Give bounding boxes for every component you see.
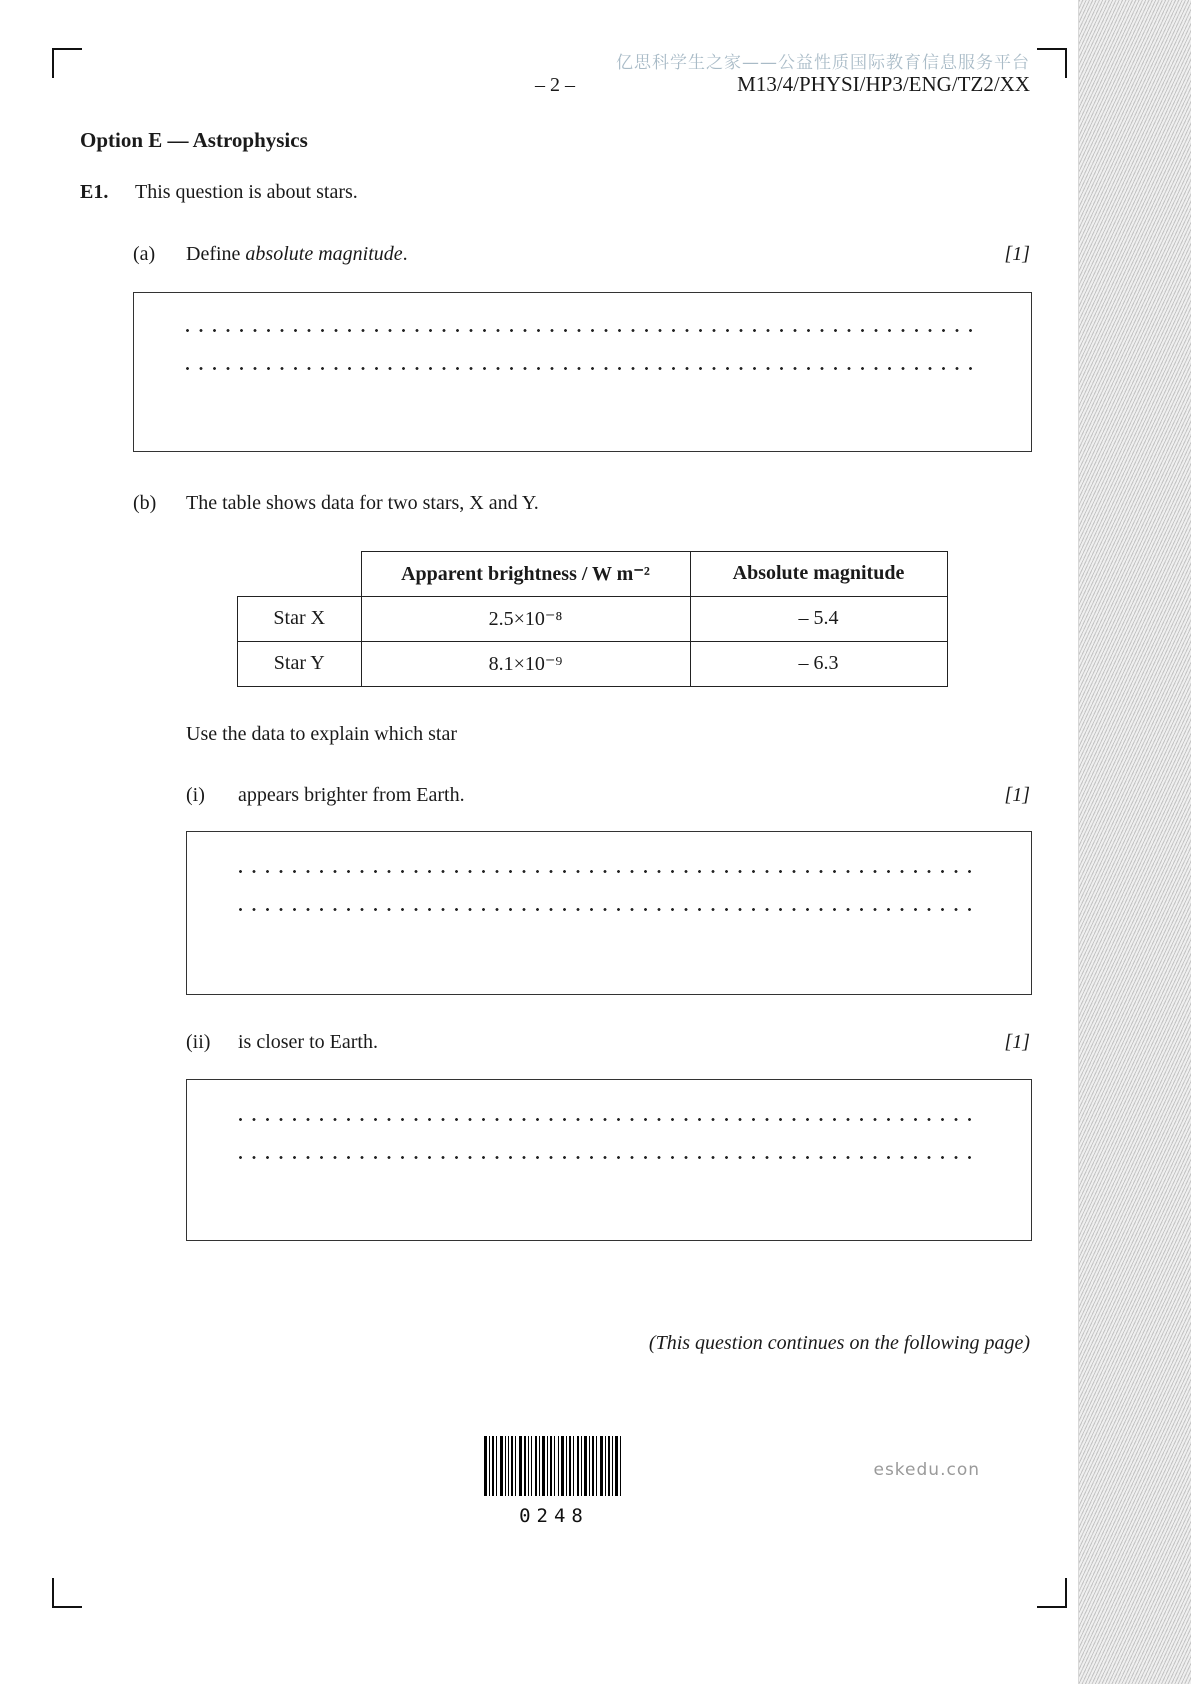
- barcode-icon: [484, 1436, 624, 1496]
- section-title: Option E — Astrophysics: [80, 128, 308, 152]
- table-corner-cell: [238, 552, 362, 597]
- answer-box-a: [133, 292, 1032, 452]
- table-header-magnitude: Absolute magnitude: [690, 552, 947, 597]
- question-intro: This question is about stars.: [135, 181, 358, 203]
- continuation-note: (This question continues on the following page): [648, 1332, 1030, 1354]
- part-a-label: (a): [133, 243, 156, 265]
- answer-dotted-line: [186, 367, 979, 370]
- answer-box-bii: [186, 1079, 1032, 1241]
- part-b-text: The table shows data for two stars, X and Y.: [186, 492, 539, 514]
- row-label-star-x: Star X: [238, 596, 362, 641]
- answer-dotted-line: [239, 1156, 976, 1159]
- row-label-star-y: Star Y: [238, 641, 362, 686]
- answer-box-bi: [186, 831, 1032, 995]
- chinese-watermark: 亿思科学生之家——公益性质国际教育信息服务平台: [616, 53, 1030, 73]
- crop-mark-bottom-left: [52, 1578, 82, 1608]
- crop-mark-top-left: [52, 48, 82, 78]
- answer-dotted-line: [186, 329, 979, 332]
- star-x-magnitude: – 5.4: [690, 596, 947, 641]
- part-bii-text: is closer to Earth.: [238, 1031, 378, 1053]
- page-number: – 2 –: [535, 74, 575, 96]
- part-a-text-prefix: Define: [186, 243, 246, 265]
- part-bi-text: appears brighter from Earth.: [238, 784, 465, 806]
- barcode-block: [478, 1436, 630, 1527]
- part-bi-marks: [1]: [1004, 784, 1030, 806]
- star-x-brightness: 2.5×10⁻⁸: [361, 596, 690, 641]
- part-a-term: absolute magnitude: [245, 243, 403, 265]
- answer-dotted-line: [239, 908, 976, 911]
- table-row: [238, 596, 948, 641]
- part-bii-label: (ii): [186, 1031, 211, 1053]
- answer-dotted-line: [239, 870, 976, 873]
- table-row: [238, 641, 948, 686]
- crop-mark-top-right: [1037, 48, 1067, 78]
- question-number: E1.: [80, 181, 109, 203]
- site-watermark: eskedu.con: [873, 1460, 980, 1480]
- star-y-brightness: 8.1×10⁻⁹: [361, 641, 690, 686]
- answer-dotted-line: [239, 1118, 976, 1121]
- part-a-marks: [1]: [1004, 243, 1030, 265]
- stars-data-table: [237, 551, 948, 687]
- part-a-text: [186, 243, 408, 266]
- table-header-brightness: Apparent brightness / W m⁻²: [361, 552, 690, 597]
- part-a-text-suffix: .: [402, 243, 408, 265]
- part-bi-label: (i): [186, 784, 205, 806]
- crop-mark-bottom-right: [1037, 1578, 1067, 1608]
- star-y-magnitude: – 6.3: [690, 641, 947, 686]
- part-bii-marks: [1]: [1004, 1031, 1030, 1053]
- barcode-number: 0248: [519, 1505, 589, 1527]
- part-b-label: (b): [133, 492, 157, 514]
- scan-edge-texture: [1078, 0, 1191, 1684]
- paper-code: M13/4/PHYSI/HP3/ENG/TZ2/XX: [737, 72, 1030, 96]
- use-data-text: Use the data to explain which star: [186, 723, 458, 745]
